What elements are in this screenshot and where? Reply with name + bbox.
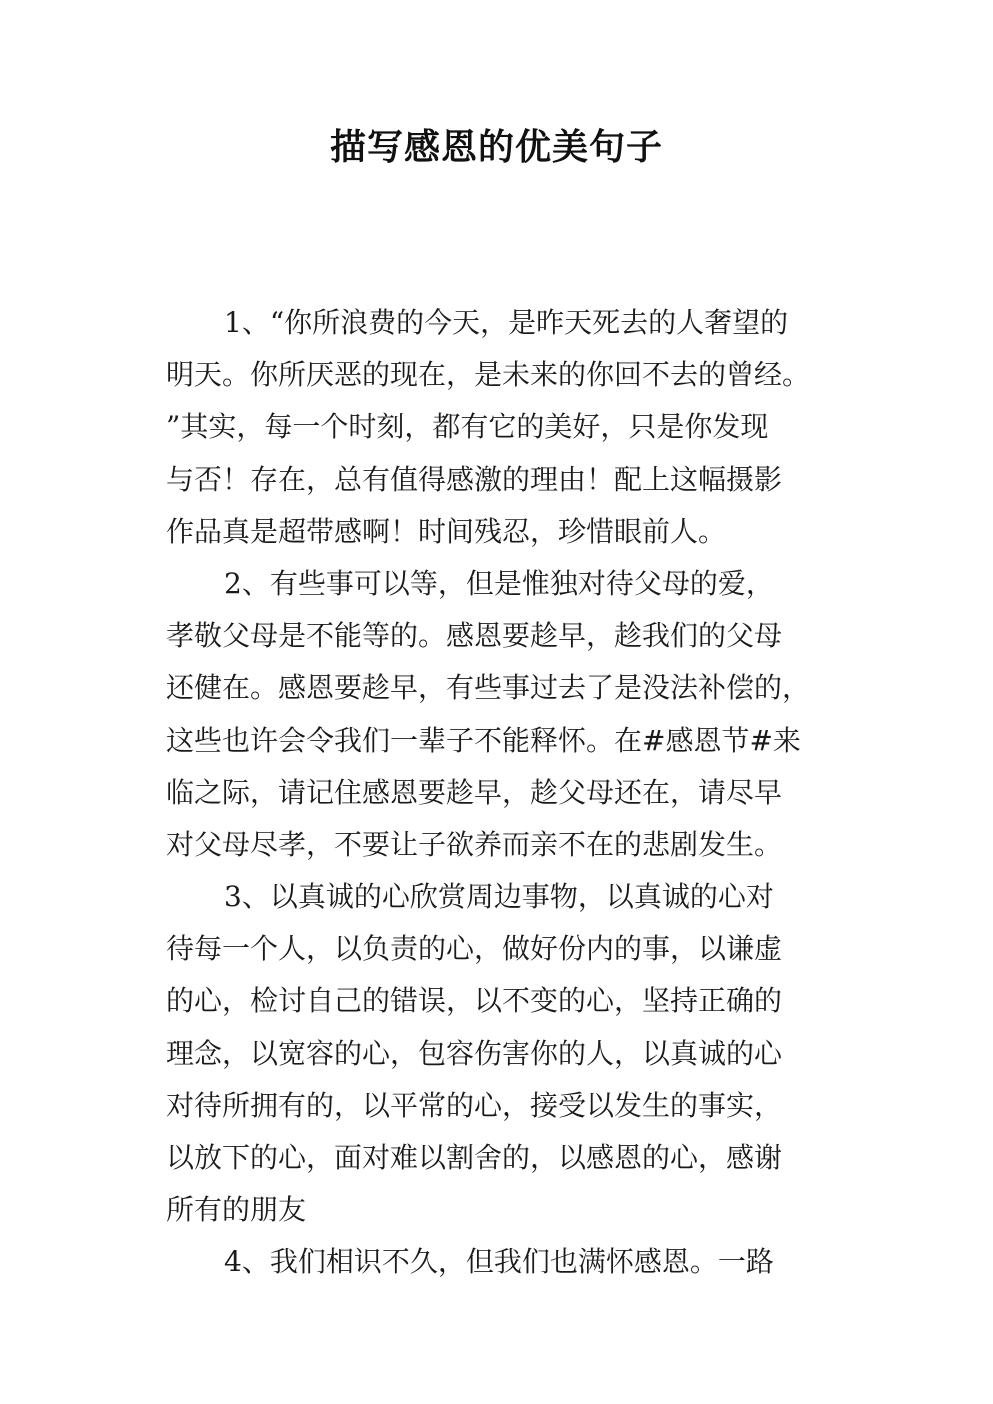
paragraph-2: [166, 558, 846, 871]
text-line: 2、有些事可以等，但是惟独对待父母的爱，: [224, 566, 774, 600]
document-title: 描写感恩的优美句子: [329, 127, 663, 168]
document-body: [166, 297, 846, 1289]
text-line: 这些也许会令我们一辈子不能释怀。在#感恩节#来: [166, 723, 801, 757]
text-line: 所有的朋友: [166, 1193, 307, 1227]
text-line: 4、我们相识不久，但我们也满怀感恩。一路: [224, 1245, 774, 1279]
text-line: 的心，检讨自己的错误，以不变的心，坚持正确的: [166, 984, 783, 1018]
text-line: 理念，以宽容的心，包容伤害你的人，以真诚的心: [166, 1036, 783, 1070]
text-line: ”其实，每一个时刻，都有它的美好，只是你发现: [166, 410, 769, 444]
paragraph-1: [166, 297, 846, 558]
text-line: 与否！存在，总有值得感激的理由！配上这幅摄影: [166, 462, 783, 496]
text-line: 作品真是超带感啊！时间残忍，珍惜眼前人。: [166, 514, 727, 548]
text-line: 还健在。感恩要趁早，有些事过去了是没法补偿的，: [166, 671, 811, 705]
paragraph-4: [166, 1236, 846, 1288]
text-line: 1、“你所浪费的今天，是昨天死去的人奢望的: [224, 306, 789, 339]
paragraph-3: [166, 871, 846, 1236]
text-line: 对父母尽孝，不要让子欲养而亲不在的悲剧发生。: [166, 827, 783, 861]
text-line: 对待所拥有的，以平常的心，接受以发生的事实，: [166, 1088, 783, 1122]
text-line: 明天。你所厌恶的现在，是未来的你回不去的曾经。: [166, 358, 811, 392]
text-line: 孝敬父母是不能等的。感恩要趁早，趁我们的父母: [166, 619, 783, 653]
text-line: 3、以真诚的心欣赏周边事物，以真诚的心对: [224, 880, 774, 914]
text-line: 以放下的心，面对难以割舍的，以感恩的心，感谢: [166, 1141, 783, 1174]
text-line: 待每一个人，以负责的心，做好份内的事，以谦虚: [166, 932, 783, 966]
text-line: 临之际，请记住感恩要趁早，趁父母还在，请尽早: [166, 775, 783, 809]
